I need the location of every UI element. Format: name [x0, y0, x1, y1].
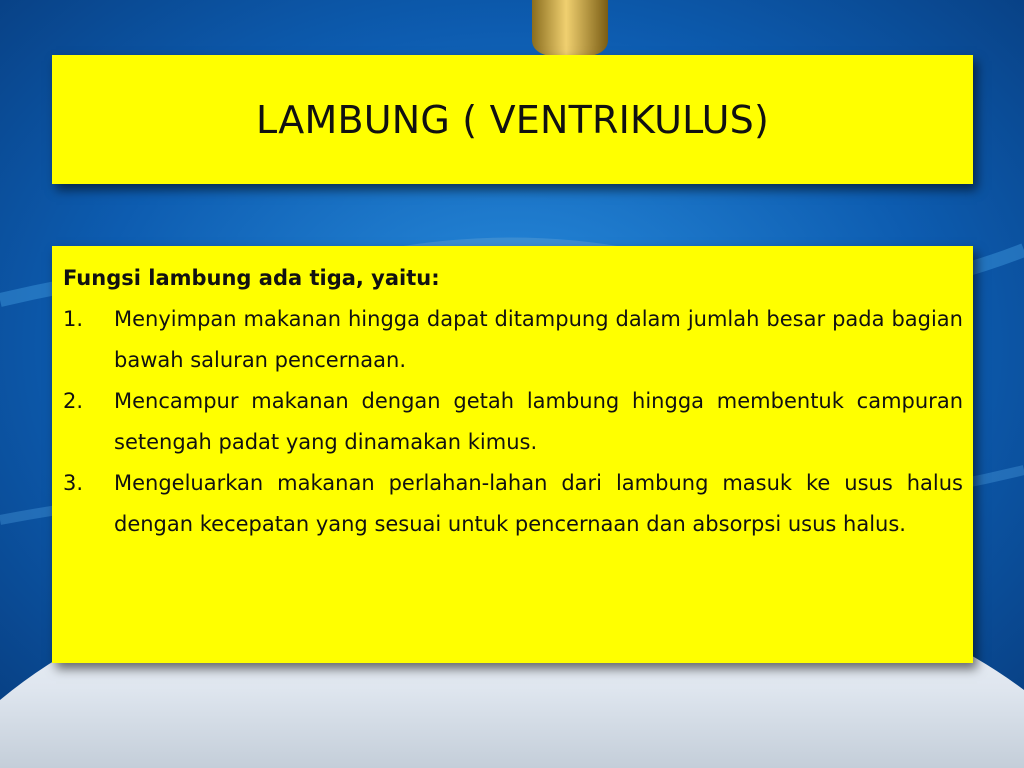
list-item-number: 1. — [63, 307, 84, 331]
function-list — [63, 299, 963, 545]
list-item-text: Mencampur makanan dengan getah lambung hingga membentuk campuran setengah padat yang dinamakan kimus. — [114, 389, 963, 454]
list-item — [63, 463, 963, 545]
list-item — [63, 381, 963, 463]
list-item-number: 3. — [63, 471, 84, 495]
title-box — [52, 55, 973, 184]
list-item-text: Mengeluarkan makanan perlahan-lahan dari lambung masuk ke usus halus dengan kecepatan yang sesuai untuk pencernaan dan absorpsi usus halus. — [114, 471, 963, 536]
intro-text: Fungsi lambung ada tiga, yaitu: — [63, 266, 440, 290]
list-item-text: Menyimpan makanan hingga dapat ditampung dalam jumlah besar pada bagian bawah saluran pencernaan. — [114, 307, 963, 372]
list-item — [63, 299, 963, 381]
slide-title: LAMBUNG ( VENTRIKULUS) — [256, 97, 769, 142]
finial-ornament — [532, 0, 608, 58]
list-item-number: 2. — [63, 389, 84, 413]
content-box — [52, 246, 973, 663]
